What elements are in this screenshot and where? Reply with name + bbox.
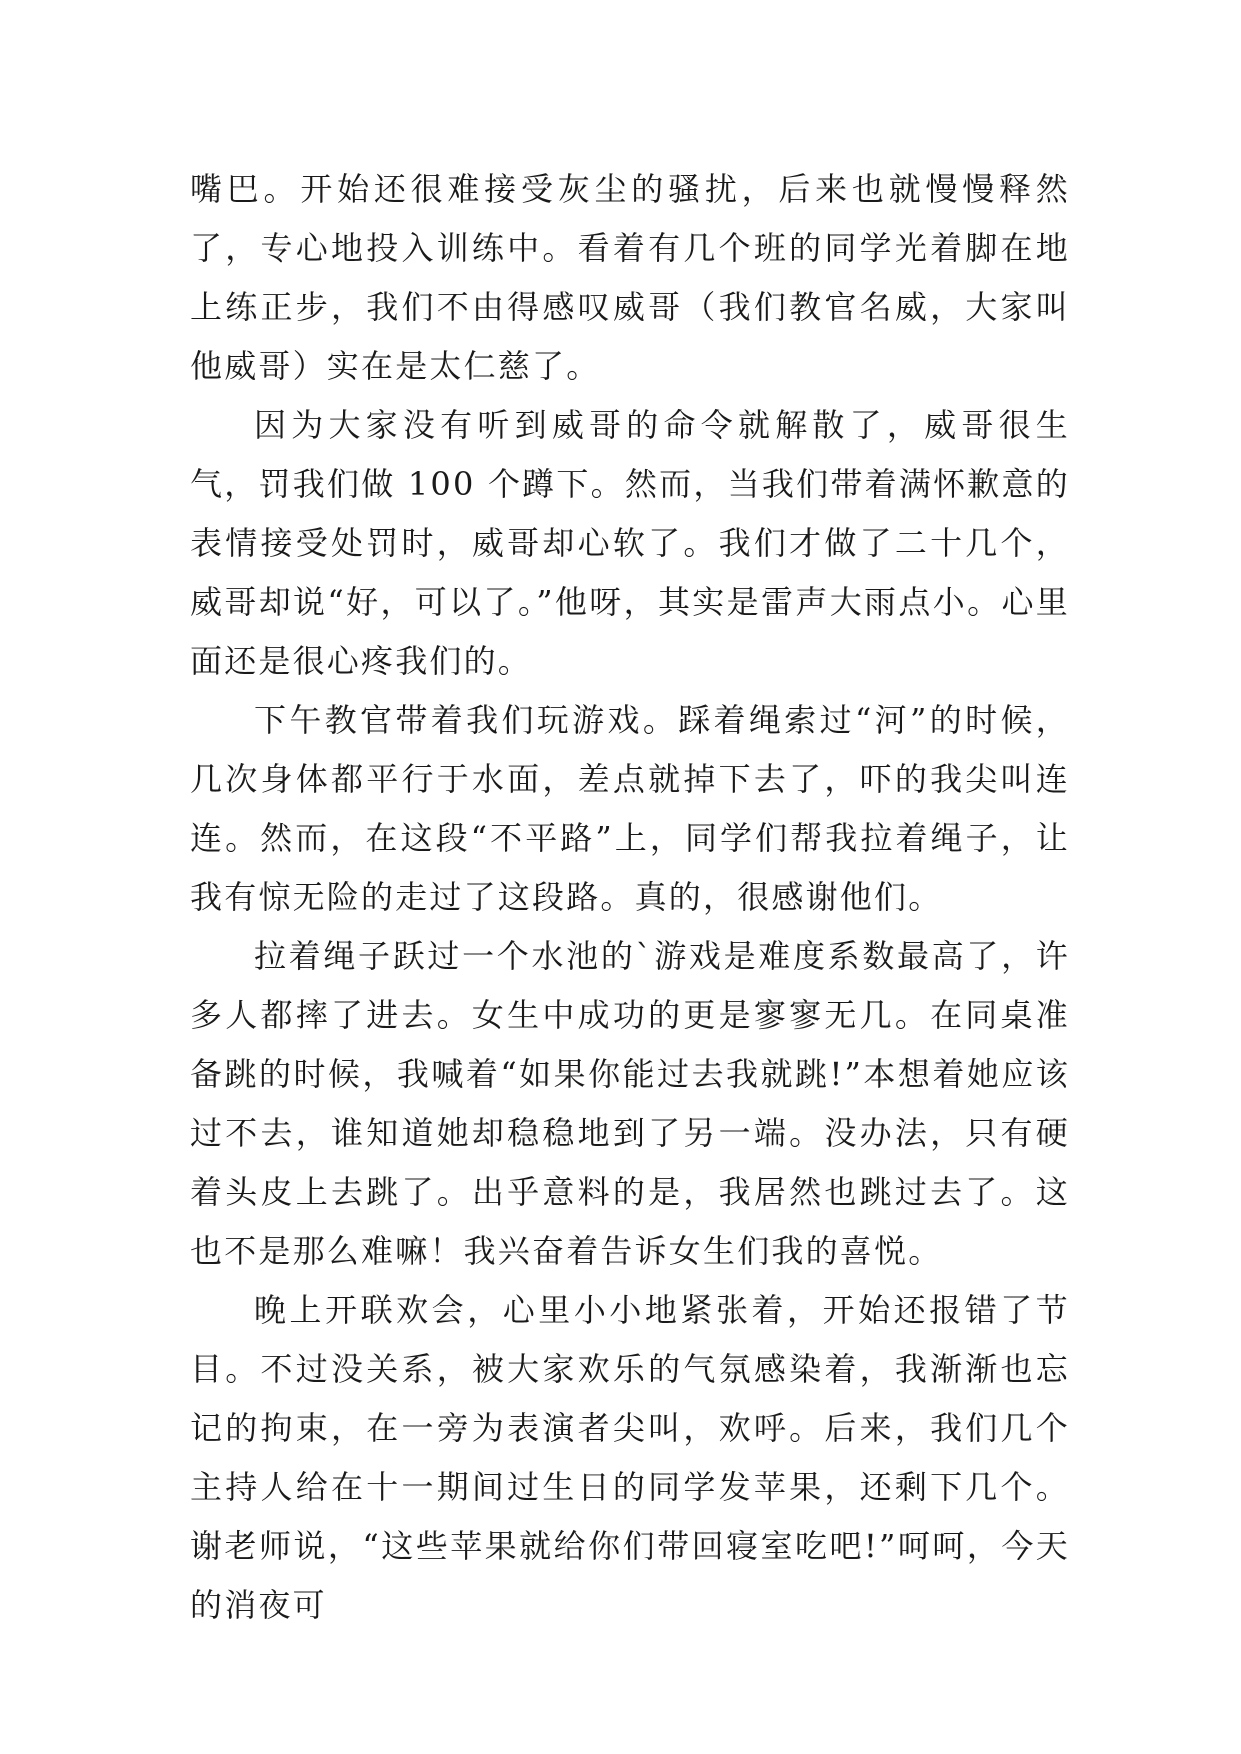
- paragraph: 拉着绳子跃过一个水池的`游戏是难度系数最高了，许多人都摔了进去。女生中成功的更是寥寥无几。在同桌准备跳的时候，我喊着“如果你能过去我就跳!”本想着她应该过不去，谁知道她却稳稳地到了另一端。没办法，只有硬着头皮上去跳了。出乎意料的是，我居然也跳过去了。这也不是那么难嘛！我兴奋着告诉女生们我的喜悦。: [190, 937, 1070, 1270]
- paragraph: 晚上开联欢会，心里小小地紧张着，开始还报错了节目。不过没关系，被大家欢乐的气氛感染着，我渐渐也忘记的拘束，在一旁为表演者尖叫，欢呼。后来，我们几个主持人给在十一期间过生日的同学发苹果，还剩下几个。谢老师说，“这些苹果就给你们带回寝室吃吧!”呵呵，今天的消夜可: [190, 1291, 1070, 1624]
- paragraph: 嘴巴。开始还很难接受灰尘的骚扰，后来也就慢慢释然了，专心地投入训练中。看着有几个班的同学光着脚在地上练正步，我们不由得感叹威哥（我们教官名威，大家叫他威哥）实在是太仁慈了。: [190, 170, 1070, 385]
- paragraph: 因为大家没有听到威哥的命令就解散了，威哥很生气，罚我们做 100 个蹲下。然而，当我们带着满怀歉意的表情接受处罚时，威哥却心软了。我们才做了二十几个，威哥却说“好，可以了。”他呀，其实是雷声大雨点小。心里面还是很心疼我们的。: [190, 406, 1070, 680]
- document-body: [190, 160, 1070, 1635]
- paragraph: 下午教官带着我们玩游戏。踩着绳索过“河”的时候，几次身体都平行于水面，差点就掉下去了，吓的我尖叫连连。然而，在这段“不平路”上，同学们帮我拉着绳子，让我有惊无险的走过了这段路。真的，很感谢他们。: [190, 701, 1070, 916]
